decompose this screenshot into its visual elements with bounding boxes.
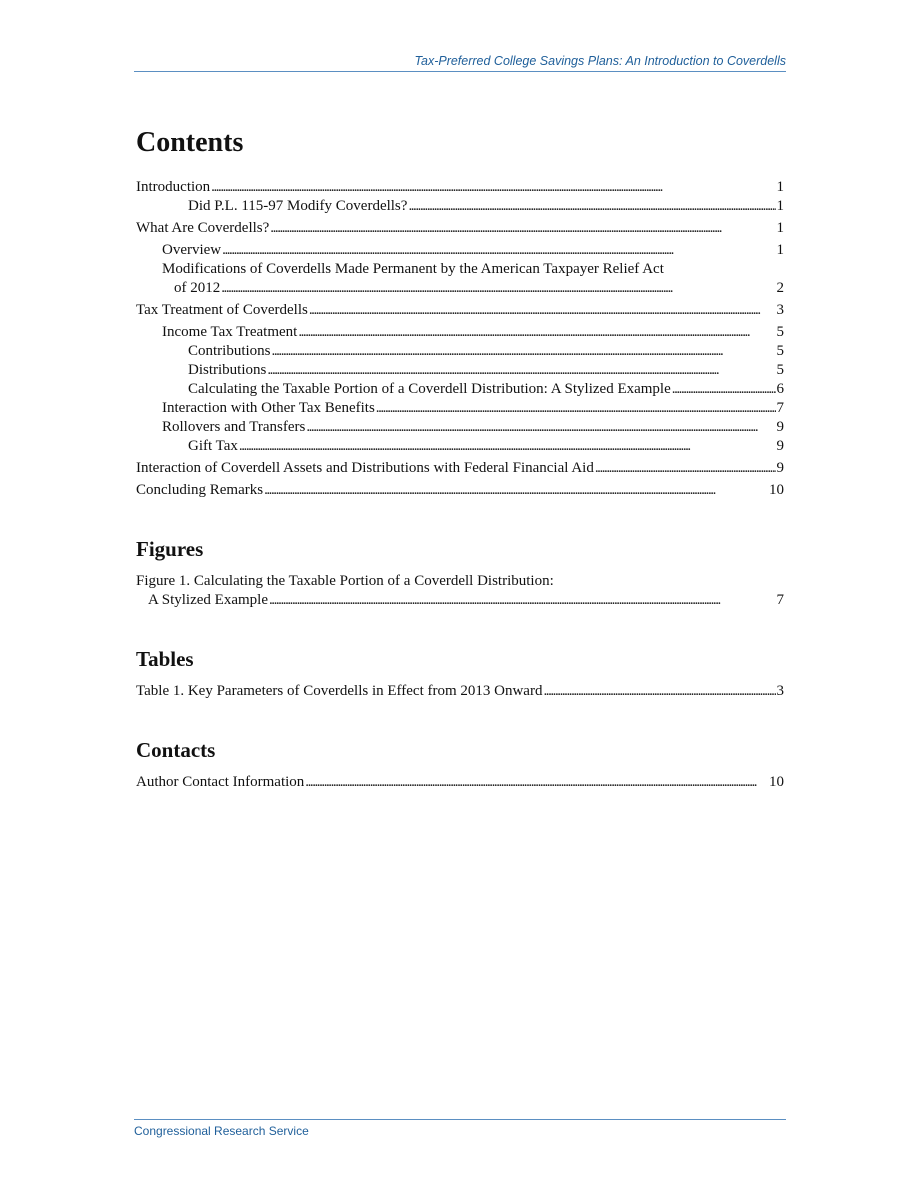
toc-entry-label: Concluding Remarks bbox=[136, 482, 264, 498]
contents-heading: Contents bbox=[136, 127, 244, 158]
toc-entry-label: Gift Tax bbox=[188, 438, 238, 454]
dot-leader bbox=[543, 682, 775, 701]
toc-entry-rollovers[interactable] bbox=[136, 418, 784, 437]
toc-entry-gift-tax[interactable] bbox=[136, 437, 784, 456]
toc-entry-interaction-other-benefits[interactable] bbox=[136, 399, 784, 418]
toc-entry-distributions[interactable] bbox=[136, 361, 784, 380]
toc-entry-label-line1: Modifications of Coverdells Made Permanent by the American Taxpayer Relief Act bbox=[162, 261, 664, 277]
toc-entry-author-contact[interactable] bbox=[136, 773, 784, 792]
toc-entry-figure-1[interactable] bbox=[136, 572, 784, 610]
toc-entry-label-line2: of 2012 bbox=[174, 280, 221, 296]
toc-entry-what-are-coverdells[interactable] bbox=[136, 219, 784, 238]
toc-entry-page: 6 bbox=[776, 381, 784, 397]
dot-leader bbox=[272, 342, 776, 361]
toc-entry-income-tax-treatment[interactable] bbox=[136, 323, 784, 342]
dot-leader bbox=[267, 361, 775, 380]
toc-entry-modifications[interactable] bbox=[136, 260, 784, 298]
toc-entry-page: 10 bbox=[769, 774, 784, 790]
dot-leader bbox=[269, 591, 776, 610]
toc-entry-label: Distributions bbox=[188, 362, 267, 378]
toc-entry-page: 2 bbox=[776, 280, 784, 296]
toc-entry-tax-treatment[interactable] bbox=[136, 301, 784, 320]
figures-section bbox=[136, 536, 784, 610]
toc-entry-label: Rollovers and Transfers bbox=[162, 419, 306, 435]
figures-heading: Figures bbox=[136, 537, 204, 561]
toc-entry-page: 7 bbox=[776, 400, 784, 416]
toc-entry-concluding-remarks[interactable] bbox=[136, 481, 784, 500]
toc-entry-label: Income Tax Treatment bbox=[162, 324, 298, 340]
dot-leader bbox=[306, 418, 775, 437]
toc-entry-page: 9 bbox=[776, 438, 784, 454]
dot-leader bbox=[376, 399, 776, 418]
dot-leader bbox=[309, 301, 776, 320]
toc-entry-page: 1 bbox=[776, 179, 784, 195]
dot-leader bbox=[239, 437, 776, 456]
toc-entry-page: 3 bbox=[776, 302, 784, 318]
toc-entry-page: 1 bbox=[776, 242, 784, 258]
toc-entry-page: 5 bbox=[776, 324, 784, 340]
toc-entry-did-pl-modify[interactable] bbox=[136, 197, 784, 216]
toc-entry-page: 5 bbox=[776, 343, 784, 359]
dot-leader bbox=[408, 197, 775, 216]
dot-leader bbox=[264, 481, 768, 500]
toc-entry-financial-aid[interactable] bbox=[136, 459, 784, 478]
toc-entry-table-1[interactable] bbox=[136, 682, 784, 701]
toc-entry-page: 9 bbox=[776, 460, 784, 476]
toc-entry-overview[interactable] bbox=[136, 241, 784, 260]
toc-entry-introduction[interactable] bbox=[136, 178, 784, 197]
toc-entry-label: Interaction with Other Tax Benefits bbox=[162, 400, 375, 416]
dot-leader bbox=[672, 380, 776, 399]
toc-entry-contributions[interactable] bbox=[136, 342, 784, 361]
toc-entry-label-line2: A Stylized Example bbox=[148, 592, 268, 608]
toc-entry-label: What Are Coverdells? bbox=[136, 220, 270, 236]
toc-entry-label: Interaction of Coverdell Assets and Distributions with Federal Financial Aid bbox=[136, 460, 594, 476]
contents-list bbox=[136, 178, 784, 500]
toc-entry-label: Author Contact Information bbox=[136, 774, 305, 790]
toc-entry-label: Contributions bbox=[188, 343, 271, 359]
toc-entry-label: Table 1. Key Parameters of Coverdells in Effect from 2013 Onward bbox=[136, 683, 543, 699]
table-of-contents bbox=[136, 126, 784, 792]
toc-entry-label-line1: Figure 1. Calculating the Taxable Portion of a Coverdell Distribution: bbox=[136, 573, 554, 589]
tables-heading: Tables bbox=[136, 647, 194, 671]
dot-leader bbox=[305, 773, 768, 792]
contacts-section bbox=[136, 737, 784, 792]
running-header: Tax-Preferred College Savings Plans: An Introduction to Coverdells bbox=[134, 54, 786, 72]
dot-leader bbox=[298, 323, 775, 342]
toc-entry-label: Introduction bbox=[136, 179, 211, 195]
toc-entry-page: 3 bbox=[776, 683, 784, 699]
toc-entry-page: 7 bbox=[776, 592, 784, 608]
toc-entry-label: Calculating the Taxable Portion of a Coverdell Distribution: A Stylized Example bbox=[188, 381, 671, 397]
dot-leader bbox=[221, 279, 775, 298]
tables-section bbox=[136, 646, 784, 701]
toc-entry-calculating-taxable-portion[interactable] bbox=[136, 380, 784, 399]
dot-leader bbox=[211, 178, 775, 197]
toc-entry-page: 10 bbox=[769, 482, 784, 498]
toc-entry-label: Did P.L. 115-97 Modify Coverdells? bbox=[188, 198, 408, 214]
dot-leader bbox=[270, 219, 775, 238]
contacts-heading: Contacts bbox=[136, 738, 216, 762]
dot-leader bbox=[222, 241, 775, 260]
toc-entry-page: 9 bbox=[776, 419, 784, 435]
toc-entry-page: 1 bbox=[776, 198, 784, 214]
page-footer: Congressional Research Service bbox=[134, 1119, 786, 1138]
dot-leader bbox=[595, 459, 776, 478]
toc-entry-page: 5 bbox=[776, 362, 784, 378]
toc-entry-page: 1 bbox=[776, 220, 784, 236]
toc-entry-label: Tax Treatment of Coverdells bbox=[136, 302, 308, 318]
toc-entry-label: Overview bbox=[162, 242, 222, 258]
